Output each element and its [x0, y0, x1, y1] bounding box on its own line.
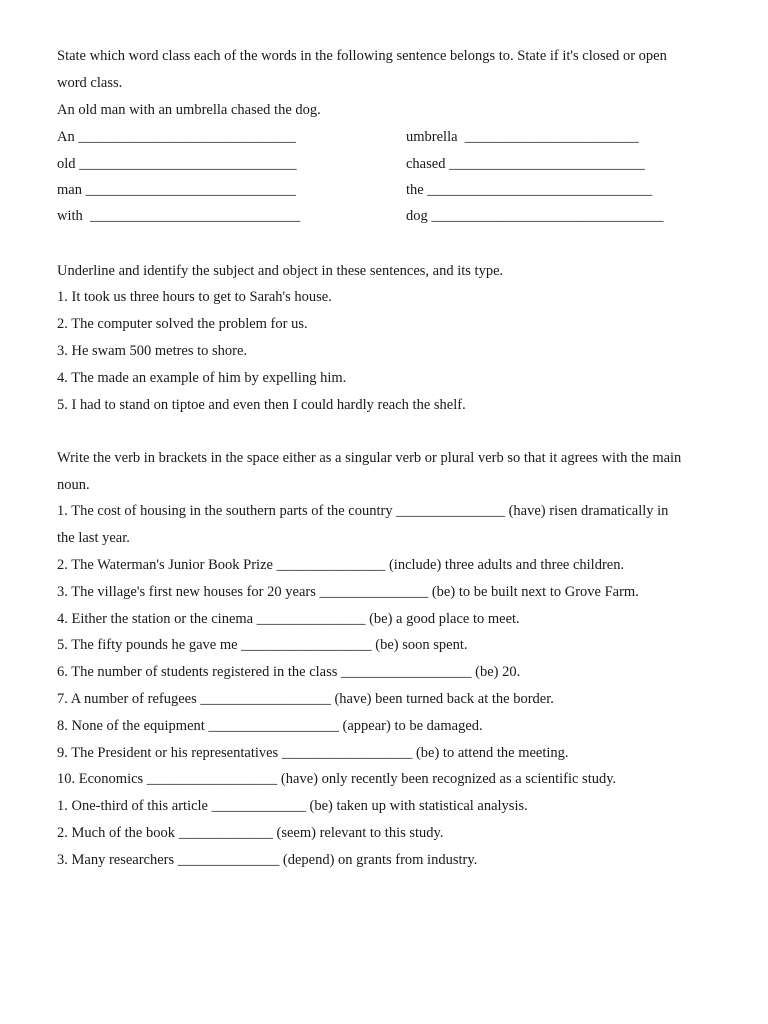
section3-item-1-line2: the last year. [57, 530, 130, 546]
section3-item-4: 4. Either the station or the cinema _______________ (be) a good place to meet. [57, 611, 520, 627]
word-blank-dog: dog ________________________________ [406, 208, 664, 224]
section1-instruction-line1: State which word class each of the words in the following sentence belongs to. State if it's closed or open [57, 48, 667, 64]
word-blank-umbrella: umbrella ________________________ [406, 129, 639, 145]
section2-item-3: 3. He swam 500 metres to shore. [57, 343, 248, 359]
section3-instruction-line1: Write the verb in brackets in the space either as a singular verb or plural verb so that it agrees with the main [57, 450, 682, 466]
word-blank-an: An ______________________________ [57, 129, 296, 145]
section2-item-1: 1. It took us three hours to get to Sarah's house. [57, 289, 332, 305]
section3-extra-item-1: 1. One-third of this article _____________ (be) taken up with statistical analysis. [57, 798, 528, 814]
section3-item-3: 3. The village's first new houses for 20 years _______________ (be) to be built next to Grove Farm. [57, 584, 639, 600]
section2-item-2: 2. The computer solved the problem for us. [57, 316, 308, 332]
word-blank-old: old ______________________________ [57, 156, 297, 172]
section1-instruction-line2: word class. [57, 75, 123, 91]
section3-item-6: 6. The number of students registered in the class __________________ (be) 20. [57, 664, 521, 680]
section3-extra-item-2: 2. Much of the book _____________ (seem) relevant to this study. [57, 825, 444, 841]
word-blank-the: the _______________________________ [406, 182, 653, 198]
section1-sentence: An old man with an umbrella chased the dog. [57, 102, 321, 118]
section3-item-5: 5. The fifty pounds he gave me __________________ (be) soon spent. [57, 637, 468, 653]
section2-instruction: Underline and identify the subject and object in these sentences, and its type. [57, 263, 504, 279]
word-blank-man: man _____________________________ [57, 182, 296, 198]
section3-extra-item-3: 3. Many researchers ______________ (depend) on grants from industry. [57, 852, 478, 868]
section2-item-4: 4. The made an example of him by expelling him. [57, 370, 347, 386]
section3-item-7: 7. A number of refugees __________________ (have) been turned back at the border. [57, 691, 554, 707]
section2-item-5: 5. I had to stand on tiptoe and even then I could hardly reach the shelf. [57, 397, 466, 413]
word-blank-chased: chased ___________________________ [406, 156, 645, 172]
section3-item-8: 8. None of the equipment __________________ (appear) to be damaged. [57, 718, 483, 734]
section3-instruction-line2: noun. [57, 477, 90, 493]
section3-item-10: 10. Economics __________________ (have) only recently been recognized as a scientific study. [57, 771, 617, 787]
section3-item-9: 9. The President or his representatives __________________ (be) to attend the meeting. [57, 745, 569, 761]
word-blank-with: with _____________________________ [57, 208, 301, 224]
section3-item-1-line1: 1. The cost of housing in the southern parts of the country _______________ (have) risen dramatically in [57, 503, 669, 519]
section3-item-2: 2. The Waterman's Junior Book Prize _______________ (include) three adults and three children. [57, 557, 625, 573]
